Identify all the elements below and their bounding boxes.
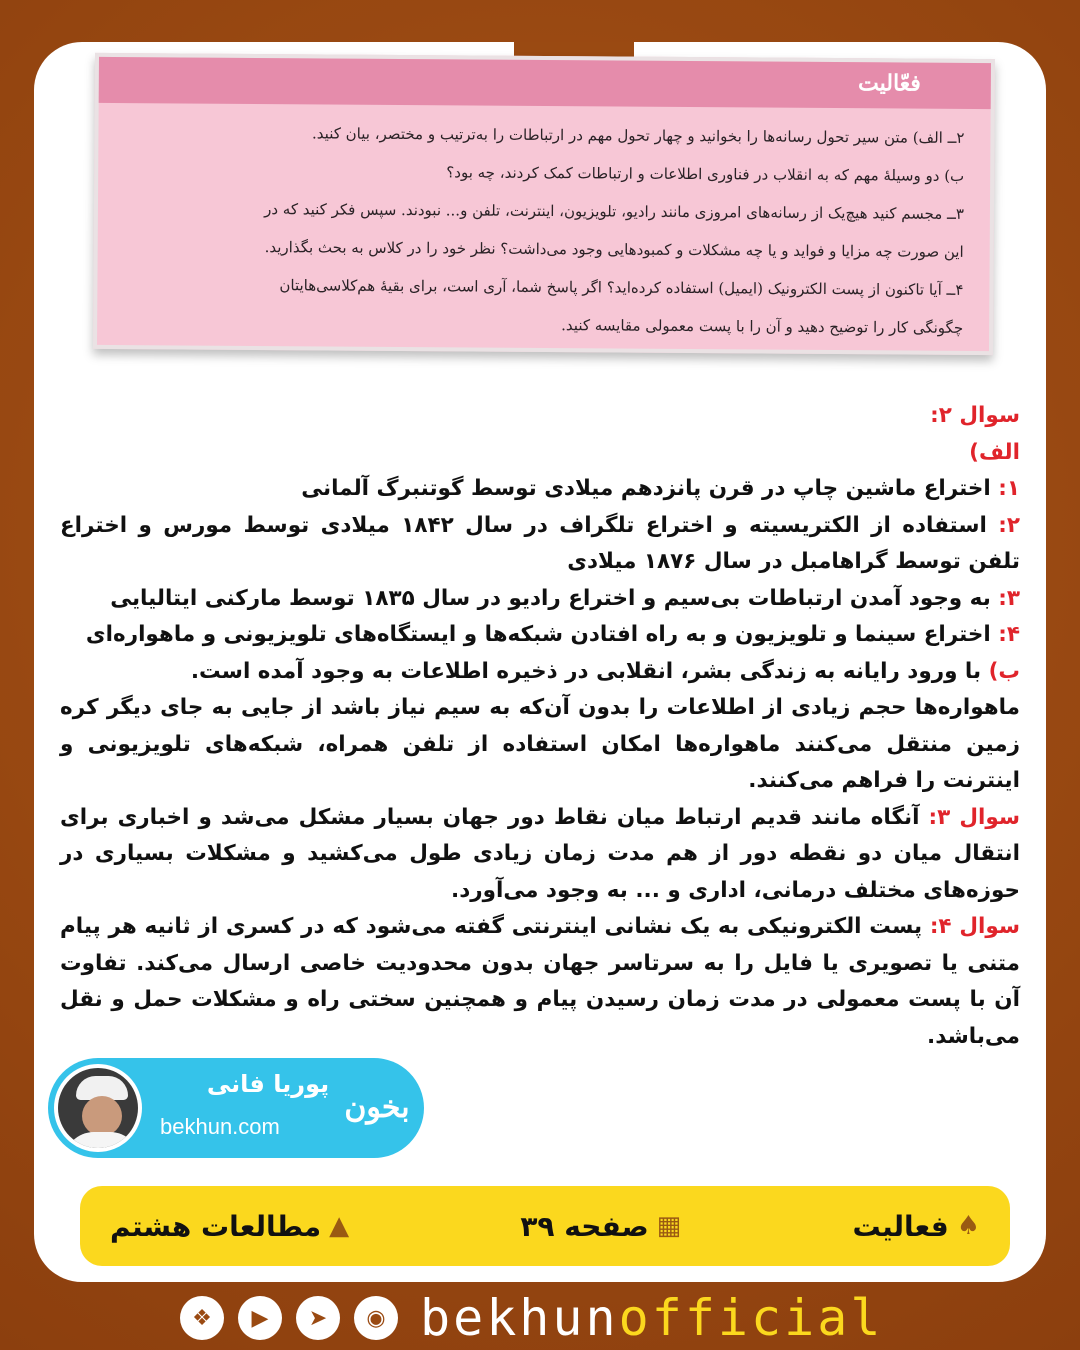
telegram-icon[interactable]: ➤ [296, 1296, 340, 1340]
aparat-icon[interactable]: ❖ [180, 1296, 224, 1340]
a1-text: اختراع ماشین چاپ در قرن پانزدهم میلادی توسط گوتنبرگ آلمانی [301, 476, 999, 501]
a3-text: به وجود آمدن ارتباطات بی‌سیم و اختراع رادیو در سال ۱۸۳۵ توسط مارکنی ایتالیایی [110, 585, 999, 611]
author-bekhun-logo: بخون [344, 1089, 410, 1125]
textbook-line: ۴ــ آیا تاکنون از پست الکترونیک (ایمیل) استفاده کرده‌اید؟ اگر پاسخ شما، آری است، برای بقیهٔ هم‌کلاسی‌هایتان [279, 276, 964, 299]
author-avatar [54, 1064, 142, 1152]
brand-wordmark [420, 1289, 883, 1347]
info-subject [110, 1210, 349, 1243]
book-icon: ▦ [656, 1211, 682, 1241]
a3-number: ۳: [998, 585, 1020, 611]
info-page [520, 1210, 681, 1243]
page-label: صفحه ۳۹ [520, 1209, 649, 1243]
graduation-cap-icon: ▲ [329, 1211, 350, 1241]
a2-text: استفاده از الکتریسیته و اختراع تلگراف در سال ۱۸۴۲ میلادی توسط مورس و اختراع تلفن توسط گراهامبل در سال ۱۸۷۶ میلادی [60, 512, 1020, 574]
q4-label: سوال ۴: [929, 914, 1020, 939]
textbook-body [97, 103, 991, 347]
youtube-icon[interactable]: ▶ [238, 1296, 282, 1340]
textbook-snippet [93, 53, 995, 355]
info-bar [80, 1186, 1010, 1266]
part-b-label: ب) [988, 658, 1020, 684]
author-website[interactable]: bekhun.com [160, 1114, 280, 1139]
activity-label: فعالیت [852, 1209, 949, 1243]
a4-text: اختراع سینما و تلویزیون و به راه افتادن شبکه‌ها و ایستگاه‌های تلویزیونی و ماهواره‌ای [85, 622, 999, 647]
author-name: پوریا فانی [206, 1070, 330, 1098]
textbook-line: ب) دو وسیلهٔ مهم که به انقلاب در فناوری اطلاعات و ارتباطات کمک کردند، چه بود؟ [446, 163, 965, 185]
textbook-line: چگونگی کار را توضیح دهید و آن را با پست معمولی مقایسه کنید. [561, 316, 964, 337]
author-card [48, 1058, 424, 1158]
q4-text: پست الکترونیکی به یک نشانی اینترنتی گفته می‌شود که در کسری از ثانیه هر پیام متنی یا تصویری یا فایل را به سرتاسر جهان بدون محدودیت خاصی ارسال می‌کند. تفاوت آن با پست معمولی در مدت زمان رسیدن پیام و همچنین سختی راه و مشکلات حمل و نقل می‌باشد. [60, 914, 1020, 1049]
q3-text: آنگاه مانند قدیم ارتباط میان نقاط دور جهان بسیار مشکل می‌شد و اخباری برای انتقال میان دو نقطه دور از هم مدت زمان زیادی طول می‌کشید و مشکلات بسیاری در حوزه‌های مختلف درمانی، اداری و ... به وجود می‌آورد. [60, 804, 1020, 903]
textbook-title: فعّالیت [857, 70, 921, 97]
textbook-line: ۲ــ الف) متن سیر تحول رسانه‌ها را بخوانید و چهار تحول مهم در ارتباطات را به‌ترتیب و مختصر، بیان کنید. [312, 124, 965, 147]
a4-number: ۴: [998, 622, 1020, 647]
a1-number: ۱: [998, 476, 1020, 501]
part-a-label: الف) [969, 439, 1020, 465]
instagram-icon[interactable]: ◉ [354, 1296, 398, 1340]
q2-label: سوال ۲: [930, 403, 1020, 428]
q3-label: سوال ۳: [928, 804, 1020, 830]
textbook-header [99, 57, 991, 109]
b-text: با ورود رایانه به زندگی بشر، انقلابی در ذخیره اطلاعات به وجود آمده است. [190, 658, 989, 684]
textbook-line: این صورت چه مزایا و فواید و یا چه مشکلات و کمبودهایی وجود می‌داشت؟ نظر خود را در کلاس به بحث بگذارید. [264, 238, 964, 261]
teacher-icon: ♠ [956, 1211, 980, 1241]
brand-white: bekhun [420, 1289, 619, 1347]
answers-text [60, 398, 1020, 1055]
textbook-line: ۳ــ مجسم کنید هیچ‌یک از رسانه‌های امروزی مانند رادیو، تلویزیون، اینترنت، تلفن و... نبودند. سپس فکر کنید که در [264, 200, 965, 223]
footer [180, 1290, 900, 1346]
b-text-continued: ماهواره‌ها حجم زیادی از اطلاعات را بدون آن‌که به سیم نیاز باشد از جایی به جای دیگر کره زمین منتقل می‌کنند ماهواره‌ها امکان استفاده از تلفن همراه، شبکه‌های تلویزیونی و اینترنت را فراهم می‌کنند. [60, 695, 1020, 793]
subject-label: مطالعات هشتم [110, 1209, 322, 1243]
info-activity [852, 1210, 980, 1243]
a2-number: ۲: [998, 512, 1020, 538]
brand-yellow: official [618, 1289, 884, 1347]
